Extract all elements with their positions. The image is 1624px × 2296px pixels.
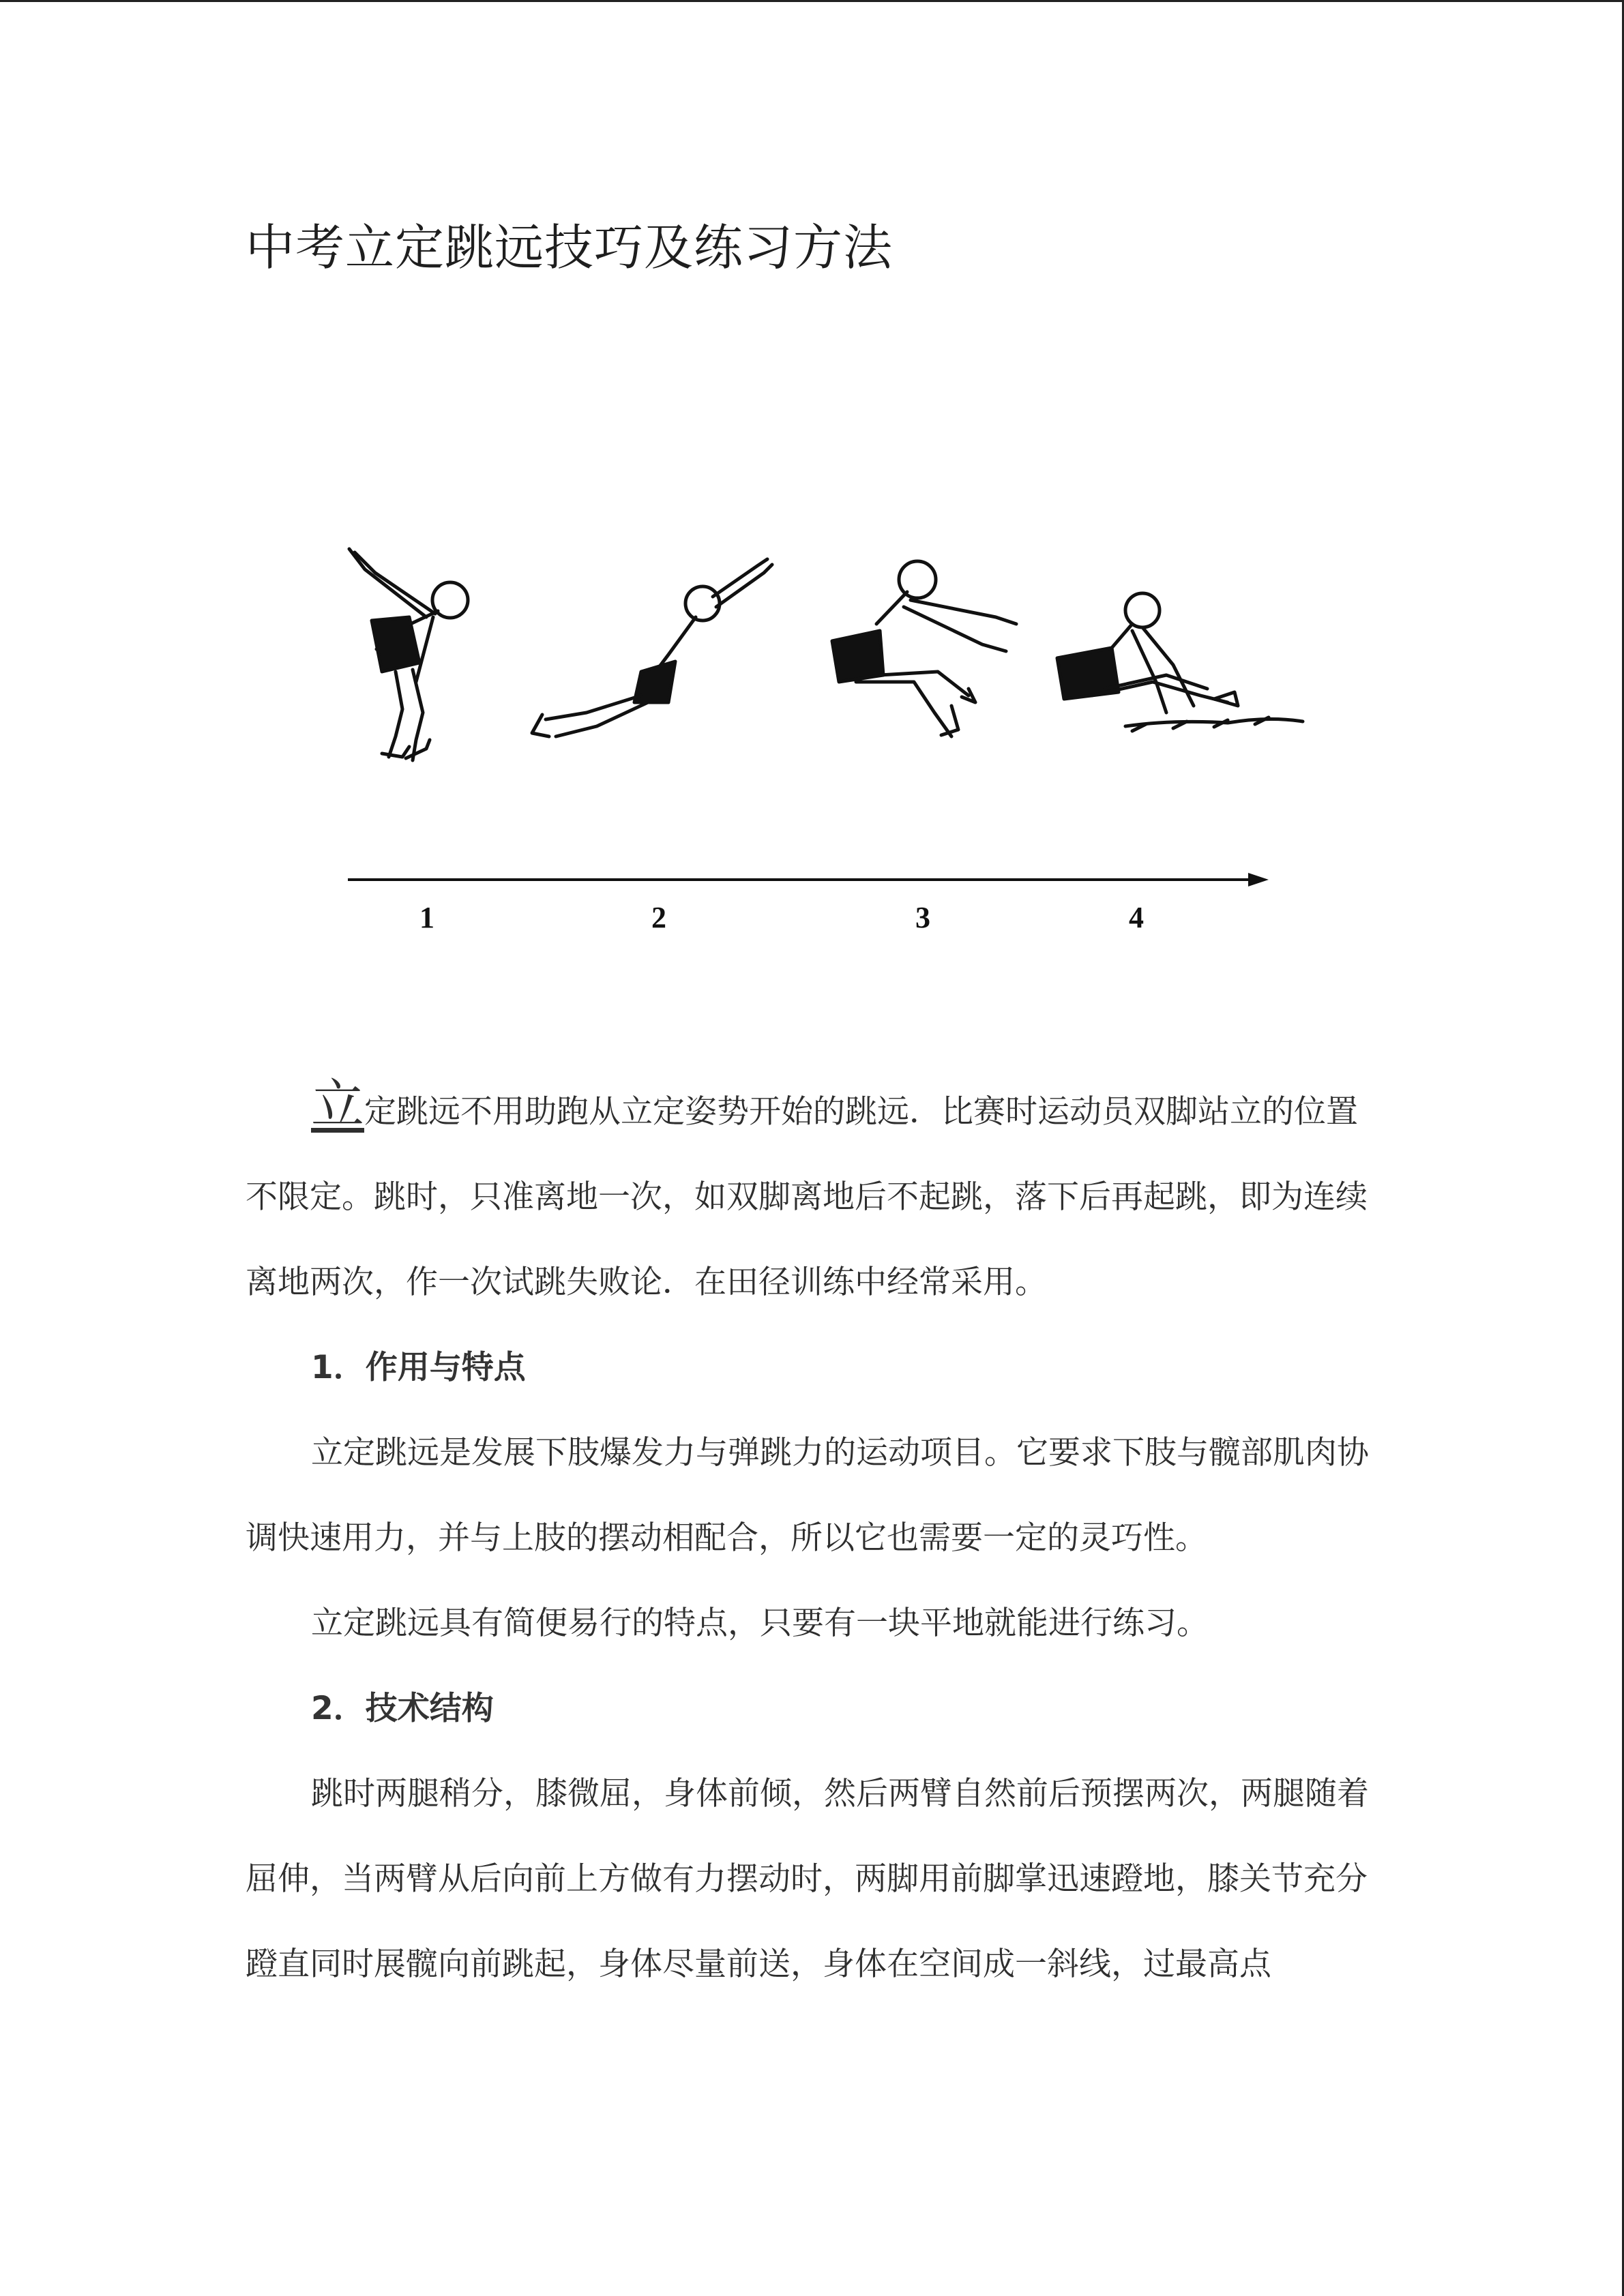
section1-paragraph-2: 立定跳远具有简便易行的特点，只要有一块平地就能进行练习。 <box>311 1605 1209 1642</box>
jumper-stage-4 <box>1057 593 1303 731</box>
intro-paragraph <box>246 1069 1381 1325</box>
stage-label-1: 1 <box>419 901 434 934</box>
drop-cap: 立 <box>311 1074 365 1135</box>
section2-paragraph-1: 跳时两腿稍分，膝微屈，身体前倾，然后两臂自然前后预摆两次，两腿随着屈伸，当两臂从后向前上方做有力摆动时，两脚用前脚掌迅速蹬地，膝关节充分蹬直同时展髋向前跳起，身体尽量前送，身体在空间成一斜线，过最高点 <box>246 1775 1369 1983</box>
section-heading-2: 2．技术结构 <box>311 1690 494 1727</box>
stage-label-3: 3 <box>915 901 930 934</box>
stage-label-2: 2 <box>651 901 666 934</box>
jumper-stage-2 <box>532 559 772 736</box>
article-body <box>246 1069 1381 2007</box>
jump-sequence-illustration <box>286 477 1378 996</box>
direction-arrow <box>348 873 1269 886</box>
jump-sequence-figure <box>286 477 1378 996</box>
page-title: 中考立定跳远技巧及练习方法 <box>246 219 894 276</box>
section-heading-1: 1．作用与特点 <box>311 1349 526 1386</box>
intro-text: 定跳远不用助跑从立定姿势开始的跳远．比赛时运动员双脚站立的位置不限定。跳时，只准离地一次，如双脚离地后不起跳，落下后再起跳，即为连续离地两次，作一次试跳失败论．在田径训练中经常采用。 <box>246 1093 1368 1301</box>
jumper-stage-3 <box>832 561 1016 736</box>
jumper-stage-1 <box>349 549 468 760</box>
section1-paragraph-1: 立定跳远是发展下肢爆发力与弹跳力的运动项目。它要求下肢与髋部肌肉协调快速用力，并与上肢的摆动相配合，所以它也需要一定的灵巧性。 <box>246 1434 1369 1557</box>
stage-label-4: 4 <box>1129 901 1144 934</box>
